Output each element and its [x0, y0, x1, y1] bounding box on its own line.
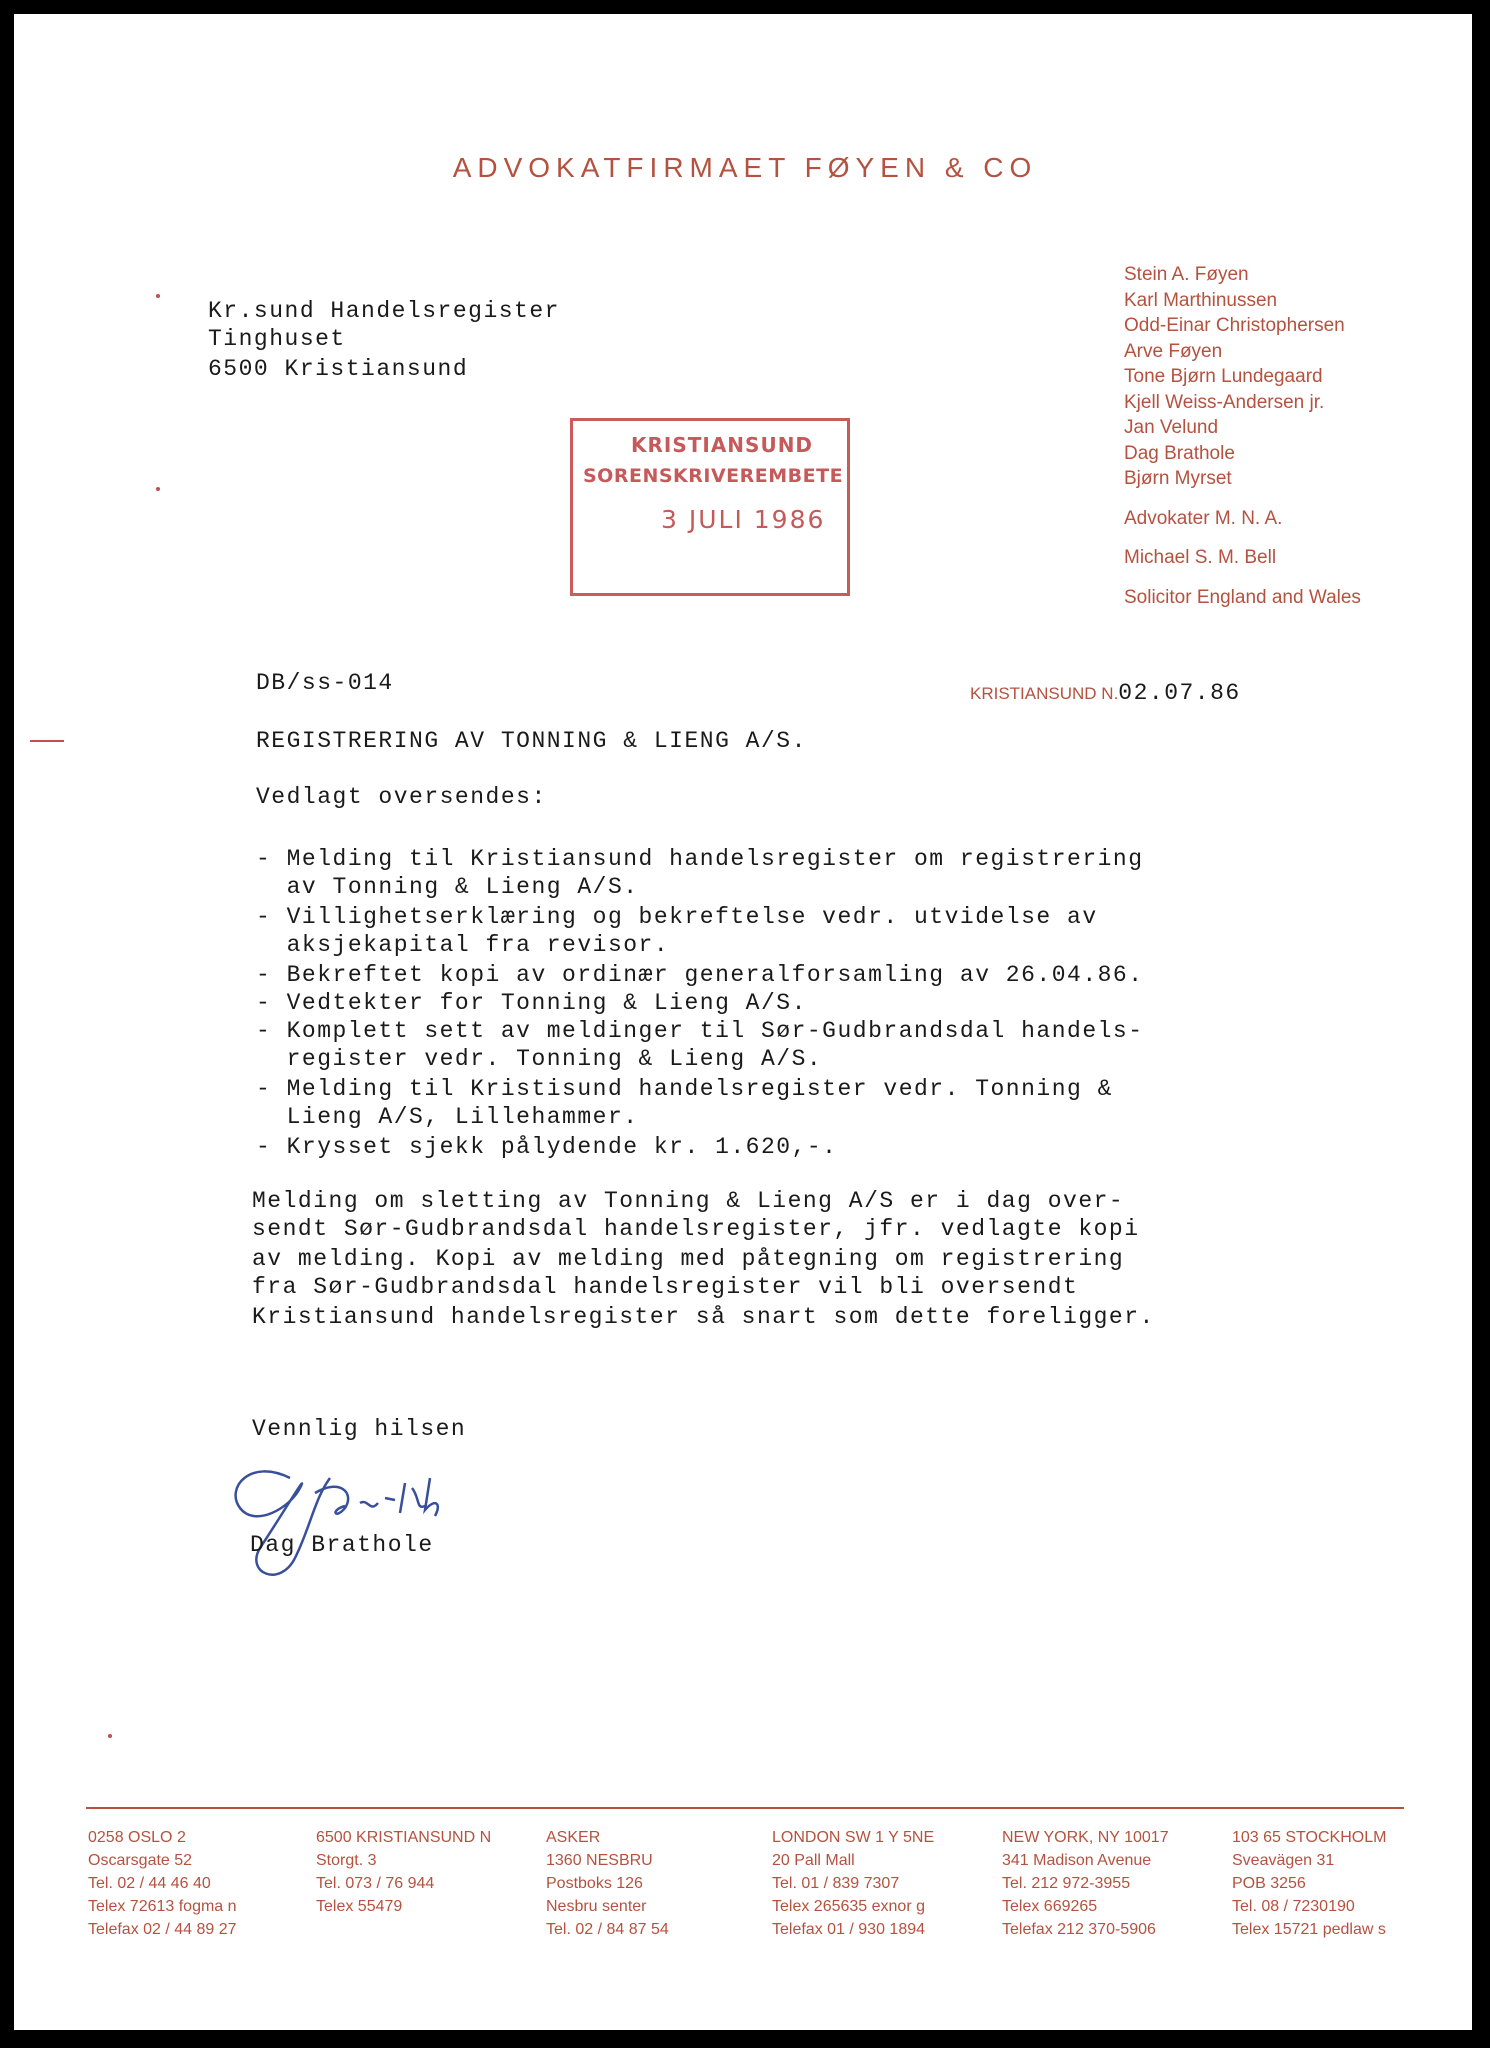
footer-line: 1360 NESBRU: [546, 1852, 653, 1869]
enclosure-line: av Tonning & Lieng A/S.: [256, 874, 639, 900]
footer-line: Telex 265635 exnor g: [772, 1898, 925, 1915]
partner-name: Jan Velund: [1124, 417, 1219, 438]
footer-line: Telefax 01 / 930 1894: [772, 1921, 926, 1938]
partner-name: Odd-Einar Christophersen: [1124, 315, 1345, 336]
footer-line: Tel. 02 / 84 87 54: [546, 1921, 669, 1938]
enclosure-line: - Komplett sett av meldinger til Sør-Gudbrandsdal handels-: [256, 1018, 1144, 1044]
body-line: Kristiansund handelsregister så snart som dette foreligger.: [252, 1304, 1155, 1330]
margin-mark: [108, 1734, 112, 1738]
footer-office-new-york: [1002, 1826, 1169, 1941]
footer-line: ASKER: [546, 1829, 601, 1846]
footer-office-oslo: [88, 1826, 237, 1941]
footer-office-london: [772, 1826, 934, 1941]
body-line: sendt Sør-Gudbrandsdal handelsregister, jfr. vedlagte kopi: [252, 1216, 1140, 1242]
footer-line: Telex 72613 fogma n: [88, 1898, 237, 1915]
subject-line: REGISTRERING AV TONNING & LIENG A/S.: [256, 728, 807, 754]
footer-office-kristiansund: [316, 1826, 491, 1918]
signature-stroke: [315, 1478, 438, 1516]
received-stamp: [570, 418, 850, 596]
footer-line: Tel. 02 / 44 46 40: [88, 1875, 211, 1892]
footer-line: Telex 669265: [1002, 1898, 1098, 1915]
footer-line: 103 65 STOCKHOLM: [1232, 1829, 1387, 1846]
closing: Vennlig hilsen: [252, 1416, 467, 1442]
partner-name: Kjell Weiss-Andersen jr.: [1124, 391, 1325, 413]
footer-rule: [86, 1807, 1404, 1809]
footer-line: Tel. 073 / 76 944: [316, 1875, 435, 1892]
enclosure-line: - Vedtekter for Tonning & Lieng A/S.: [256, 990, 807, 1016]
footer-line: Sveavägen 31: [1232, 1852, 1335, 1869]
footer-line: 20 Pall Mall: [772, 1852, 855, 1869]
fold-mark: [30, 740, 64, 742]
recipient-line: Kr.sund Handelsregister: [208, 298, 560, 324]
partner-name: Arve Føyen: [1124, 340, 1223, 362]
enclosure-line: aksjekapital fra revisor.: [256, 932, 670, 958]
solicitor-name: Michael S. M. Bell: [1124, 547, 1277, 568]
footer-line: Nesbru senter: [546, 1898, 647, 1915]
dateline-date: 02.07.86: [1118, 680, 1241, 706]
footer-line: Tel. 08 / 7230190: [1232, 1898, 1355, 1915]
enclosure-line: - Melding til Kristiansund handelsregister om registrering: [256, 846, 1144, 872]
stamp-line: KRISTIANSUND: [631, 433, 814, 457]
firm-letterhead: ADVOKATFIRMAET FØYEN & CO: [452, 152, 1038, 183]
footer-line: Tel. 01 / 839 7307: [772, 1875, 900, 1892]
footer-line: 0258 OSLO 2: [88, 1829, 186, 1846]
footer-line: Telex 15721 pedlaw s: [1232, 1921, 1386, 1938]
partner-name: Stein A. Føyen: [1124, 264, 1249, 285]
recipient-line: Tinghuset: [208, 326, 346, 352]
footer-line: Tel. 212 972-3955: [1002, 1875, 1131, 1892]
body-line: Melding om sletting av Tonning & Lieng A/S er i dag over-: [252, 1188, 1125, 1214]
enclosure-line: Lieng A/S, Lillehammer.: [256, 1104, 639, 1130]
margin-mark: [156, 487, 160, 491]
footer-line: Telefax 212 370-5906: [1002, 1921, 1156, 1938]
body-line: fra Sør-Gudbrandsdal handelsregister vil bli oversendt: [252, 1274, 1079, 1300]
footer-line: Oscarsgate 52: [88, 1852, 193, 1869]
reference: DB/ss-014: [256, 670, 394, 696]
footer-line: NEW YORK, NY 10017: [1002, 1829, 1169, 1846]
enclosure-line: - Krysset sjekk pålydende kr. 1.620,-.: [256, 1134, 838, 1160]
margin-mark: [156, 294, 160, 298]
body-line: av melding. Kopi av melding med påtegning om registrering: [252, 1246, 1125, 1272]
partner-name: Dag Brathole: [1124, 442, 1235, 464]
partner-name: Bjørn Myrset: [1124, 468, 1232, 489]
signature-graphic: [220, 1448, 540, 1598]
stamp-date: 3 JULI 1986: [661, 505, 826, 534]
footer-line: Telefax 02 / 44 89 27: [88, 1921, 237, 1938]
footer-line: Postboks 126: [546, 1875, 643, 1892]
signatory-name: Dag Brathole: [250, 1532, 434, 1558]
partner-name: Tone Bjørn Lundegaard: [1124, 366, 1323, 387]
partner-name: Karl Marthinussen: [1124, 289, 1278, 311]
enclosure-line: - Bekreftet kopi av ordinær generalforsamling av 26.04.86.: [256, 962, 1144, 988]
footer-line: Telex 55479: [316, 1898, 403, 1915]
enclosure-line: register vedr. Tonning & Lieng A/S.: [256, 1046, 823, 1072]
stamp-line: SORENSKRIVEREMBETE: [583, 465, 844, 487]
enclosure-line: - Melding til Kristisund handelsregister vedr. Tonning &: [256, 1076, 1113, 1102]
enclosure-line: - Villighetserklæring og bekreftelse vedr. utvidelse av: [256, 904, 1098, 930]
footer-office-stockholm: [1232, 1826, 1386, 1941]
footer-office-asker: [546, 1826, 669, 1941]
intro-line: Vedlagt oversendes:: [256, 784, 547, 810]
signature-stroke: [236, 1471, 330, 1574]
dateline: [970, 680, 1241, 706]
partner-list: [1124, 262, 1361, 610]
footer-line: Storgt. 3: [316, 1852, 377, 1869]
footer-line: POB 3256: [1232, 1875, 1306, 1892]
dateline-place: KRISTIANSUND N.: [970, 684, 1119, 703]
footer-line: 341 Madison Avenue: [1002, 1852, 1152, 1869]
footer-line: 6500 KRISTIANSUND N: [316, 1829, 492, 1846]
footer-line: LONDON SW 1 Y 5NE: [772, 1829, 935, 1846]
solicitor-title: Solicitor England and Wales: [1124, 586, 1361, 608]
recipient-line: 6500 Kristiansund: [208, 356, 469, 382]
partners-title: Advokater M. N. A.: [1124, 507, 1283, 529]
